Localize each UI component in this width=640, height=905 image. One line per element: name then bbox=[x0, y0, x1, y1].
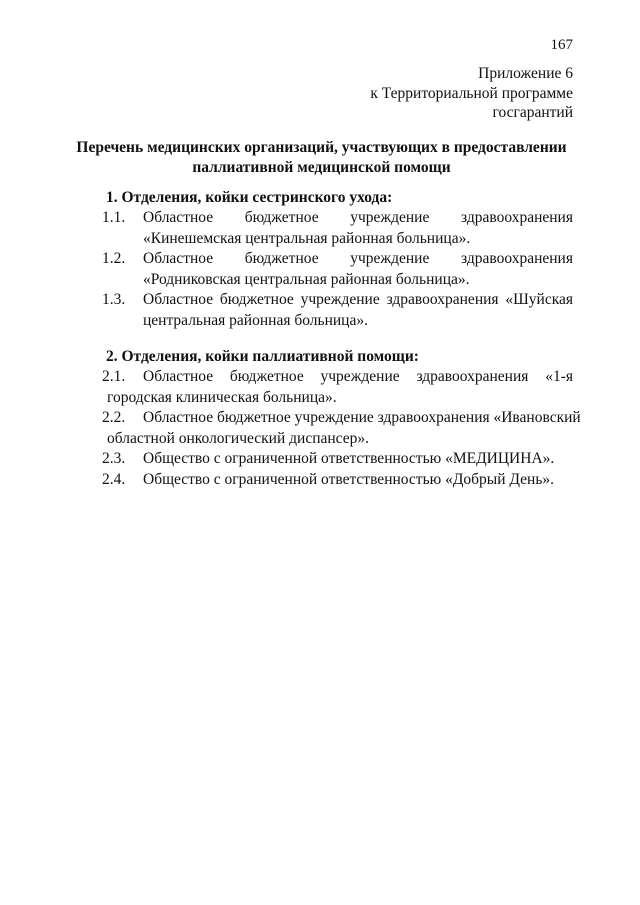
item-word: Областное bbox=[143, 209, 214, 226]
item-line: центральная районная больница». bbox=[143, 311, 368, 329]
item-word: бюджетное bbox=[229, 368, 304, 385]
item-word: здравоохранения bbox=[416, 368, 529, 385]
list-item bbox=[70, 470, 573, 491]
section-palliative-care bbox=[70, 347, 581, 490]
item-word: бюджетное bbox=[244, 250, 319, 267]
item-word: бюджетное bbox=[244, 209, 319, 226]
item-word: Областное bbox=[143, 368, 214, 385]
section-heading: 1. Отделения, койки сестринского ухода: bbox=[106, 189, 393, 206]
item-number: 1.1. bbox=[102, 209, 126, 226]
page-number: 167 bbox=[550, 37, 573, 53]
list-item bbox=[70, 249, 573, 290]
item-word: здравоохранения bbox=[461, 209, 573, 226]
item-line: «Кинешемская центральная районная больница». bbox=[143, 229, 471, 247]
item-word: Областное bbox=[143, 250, 214, 267]
section-heading: 2. Отделения, койки паллиативной помощи: bbox=[106, 348, 419, 365]
title-line: паллиативной медицинской помощи bbox=[192, 158, 451, 176]
item-number: 2.1. bbox=[102, 368, 126, 385]
list-item bbox=[70, 367, 573, 408]
item-number: 1.2. bbox=[102, 250, 126, 267]
item-line: «Родниковская центральная районная больница». bbox=[143, 270, 470, 288]
list-item bbox=[70, 408, 581, 449]
annex-header bbox=[273, 64, 573, 123]
item-line: городская клиническая больница». bbox=[107, 388, 337, 406]
annex-line: Приложение 6 bbox=[478, 65, 573, 82]
section-nursing-care bbox=[70, 188, 573, 331]
item-number: 1.3. bbox=[102, 291, 126, 308]
item-line bbox=[143, 367, 573, 388]
list-item bbox=[70, 290, 573, 331]
item-line: Областное бюджетное учреждение здравоохранения «Ивановский bbox=[143, 409, 581, 426]
item-number: 2.2. bbox=[102, 409, 126, 426]
item-line: областной онкологический диспансер». bbox=[107, 429, 369, 447]
item-line: Общество с ограниченной ответственностью «Добрый День». bbox=[143, 470, 555, 488]
title-line: Перечень медицинских организаций, участвующих в предоставлении bbox=[76, 139, 567, 156]
item-number: 2.4. bbox=[102, 470, 126, 488]
item-line: Общество с ограниченной ответственностью «МЕДИЦИНА». bbox=[143, 450, 555, 467]
list-item bbox=[70, 449, 573, 470]
item-word: учреждение bbox=[350, 209, 430, 226]
annex-line: к Территориальной программе bbox=[370, 84, 573, 102]
item-line bbox=[143, 249, 573, 270]
document-title bbox=[70, 138, 573, 177]
item-line bbox=[143, 208, 573, 229]
item-word: учреждение bbox=[320, 368, 400, 385]
list-item bbox=[70, 208, 573, 249]
item-line: Областное бюджетное учреждение здравоохранения «Шуйская bbox=[143, 291, 573, 308]
item-number: 2.3. bbox=[102, 450, 126, 467]
item-word: «1-я bbox=[545, 368, 573, 385]
item-word: здравоохранения bbox=[461, 250, 573, 267]
item-word: учреждение bbox=[350, 250, 430, 267]
annex-line: госгарантий bbox=[492, 104, 573, 121]
